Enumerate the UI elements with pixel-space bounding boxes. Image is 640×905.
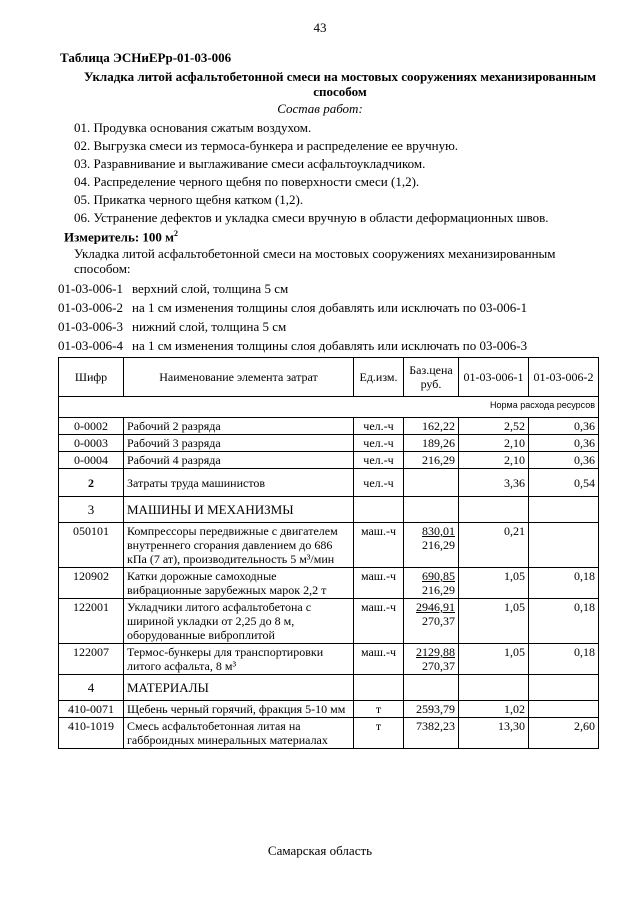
variant-row — [58, 319, 527, 338]
cell-unit: чел.-ч — [354, 435, 404, 452]
cell-v1: 0,21 — [459, 523, 529, 568]
variant-text: верхний слой, толщина 5 см — [132, 281, 289, 296]
cell-v2: 0,36 — [529, 435, 599, 452]
variant-row — [58, 338, 527, 357]
intro-text: Укладка литой асфальтобетонной смеси на мостовых сооружениях механизированным способом: — [74, 246, 556, 276]
cell-name: Рабочий 3 разряда — [124, 435, 354, 452]
price-current: 2129,88 — [416, 645, 455, 659]
cell-v1: 13,30 — [459, 718, 529, 749]
cell-code: 122007 — [59, 644, 124, 675]
empty-cell — [354, 675, 404, 701]
cell-code: 0-0004 — [59, 452, 124, 469]
cell-price — [404, 644, 459, 675]
cell-unit: чел.-ч — [354, 418, 404, 435]
composition-label: Состав работ: — [277, 101, 363, 116]
cell-name: Термос-бункеры для транспортировки литого асфальта, 8 м³ — [124, 644, 354, 675]
cell-name: Рабочий 4 разряда — [124, 452, 354, 469]
cell-price: 216,29 — [404, 452, 459, 469]
cell-v2: 0,18 — [529, 644, 599, 675]
cell-v2: 0,36 — [529, 452, 599, 469]
resources-table — [58, 357, 599, 749]
cell-unit: маш.-ч — [354, 523, 404, 568]
table-code: Таблица ЭСНиЕРр-01-03-006 — [60, 50, 232, 65]
measure-label: Измеритель: 100 м — [64, 229, 175, 245]
cell-code: 2 — [59, 469, 124, 497]
cell-unit: маш.-ч — [354, 599, 404, 644]
col-header-v2: 01-03-006-2 — [529, 358, 599, 397]
cell-name: Щебень черный горячий, фракция 5-10 мм — [124, 701, 354, 718]
table-row — [59, 599, 599, 644]
cell-price — [404, 523, 459, 568]
price-current: 830,01 — [422, 524, 455, 538]
cell-code: 410-1019 — [59, 718, 124, 749]
cell-code: 0-0002 — [59, 418, 124, 435]
cell-v2 — [529, 701, 599, 718]
empty-cell — [529, 675, 599, 701]
variant-row — [58, 300, 527, 319]
cell-name: Катки дорожные самоходные вибрационные зарубежных марок 2,2 т — [124, 568, 354, 599]
cell-v1: 1,02 — [459, 701, 529, 718]
cell-v2: 0,18 — [529, 599, 599, 644]
document-title: Укладка литой асфальтобетонной смеси на мостовых сооружениях механизированным способом — [83, 69, 597, 99]
table-row — [59, 469, 599, 497]
cell-v1: 1,05 — [459, 568, 529, 599]
cell-price — [404, 599, 459, 644]
variant-code: 01-03-006-4 — [58, 338, 123, 353]
cell-price: 162,22 — [404, 418, 459, 435]
section-title: МАТЕРИАЛЫ — [124, 675, 354, 701]
table-row — [59, 418, 599, 435]
section-row-materials — [59, 675, 599, 701]
price-current: 2946,91 — [416, 600, 455, 614]
table-row — [59, 452, 599, 469]
cell-name: Укладчики литого асфальтобетона с шириной укладки от 2,25 до 8 м, оборудованные виброплитой — [124, 599, 354, 644]
table-row — [59, 568, 599, 599]
works-list — [74, 119, 549, 227]
cell-v2: 0,18 — [529, 568, 599, 599]
col-header-v1: 01-03-006-1 — [459, 358, 529, 397]
cell-price: 189,26 — [404, 435, 459, 452]
cell-name: Рабочий 2 разряда — [124, 418, 354, 435]
variant-text: на 1 см изменения толщины слоя добавлять или исключать по 03-006-3 — [132, 338, 528, 353]
cell-name: Компрессоры передвижные с двигателем внутреннего сгорания давлением до 686 кПа (7 ат), производительность 5 м³/мин — [124, 523, 354, 568]
empty-cell — [459, 497, 529, 523]
cell-code: 122001 — [59, 599, 124, 644]
cell-price: 7382,23 — [404, 718, 459, 749]
cell-unit: маш.-ч — [354, 644, 404, 675]
empty-cell — [529, 497, 599, 523]
cell-price — [404, 568, 459, 599]
cell-name: Затраты труда машинистов — [124, 469, 354, 497]
col-header-name: Наименование элемента затрат — [124, 358, 354, 397]
cell-code: 050101 — [59, 523, 124, 568]
section-code: 3 — [59, 497, 124, 523]
cell-v1: 1,05 — [459, 599, 529, 644]
cell-unit: чел.-ч — [354, 452, 404, 469]
variant-code: 01-03-006-1 — [58, 281, 123, 296]
section-row-machines — [59, 497, 599, 523]
price-current: 690,85 — [422, 569, 455, 583]
price-base: 270,37 — [422, 659, 455, 673]
cell-v1: 2,10 — [459, 435, 529, 452]
measure-unit — [64, 229, 178, 245]
empty-cell — [354, 497, 404, 523]
empty-cell — [404, 675, 459, 701]
work-item: 01. Продувка основания сжатым воздухом. — [74, 120, 312, 135]
cell-v2 — [529, 523, 599, 568]
section-code: 4 — [59, 675, 124, 701]
cell-code: 0-0003 — [59, 435, 124, 452]
work-item: 02. Выгрузка смеси из термоса-бункера и распределение ее вручную. — [74, 138, 459, 153]
cell-price — [404, 469, 459, 497]
cell-price: 2593,79 — [404, 701, 459, 718]
page-footer: Самарская область — [267, 843, 373, 858]
variant-text: на 1 см изменения толщины слоя добавлять или исключать по 03-006-1 — [132, 300, 528, 315]
empty-cell — [459, 675, 529, 701]
table-header-row — [59, 358, 599, 397]
cell-code: 120902 — [59, 568, 124, 599]
cell-v1: 2,52 — [459, 418, 529, 435]
variant-code: 01-03-006-3 — [58, 319, 123, 334]
work-item: 05. Прикатка черного щебня катком (1,2). — [74, 192, 304, 207]
section-title: МАШИНЫ И МЕХАНИЗМЫ — [124, 497, 354, 523]
cell-unit: маш.-ч — [354, 568, 404, 599]
cell-v1: 3,36 — [459, 469, 529, 497]
cell-v1: 2,10 — [459, 452, 529, 469]
cell-v2: 0,36 — [529, 418, 599, 435]
col-header-code: Шифр — [59, 358, 124, 397]
table-row — [59, 701, 599, 718]
variant-code: 01-03-006-2 — [58, 300, 123, 315]
cell-name: Смесь асфальтобетонная литая на габброидных минеральных материалах — [124, 718, 354, 749]
cell-v2: 0,54 — [529, 469, 599, 497]
page-number: 43 — [313, 20, 327, 35]
work-item: 06. Устранение дефектов и укладка смеси вручную в области деформационных швов. — [74, 210, 549, 225]
variant-row — [58, 281, 527, 300]
measure-sup: 2 — [174, 229, 179, 238]
cell-v2: 2,60 — [529, 718, 599, 749]
price-base: 216,29 — [422, 583, 455, 597]
empty-cell — [404, 497, 459, 523]
col-header-unit: Ед.изм. — [354, 358, 404, 397]
col-header-price: Баз.цена руб. — [404, 358, 459, 397]
table-row — [59, 435, 599, 452]
cell-v1: 1,05 — [459, 644, 529, 675]
cell-unit: т — [354, 701, 404, 718]
norm-label: Норма расхода ресурсов — [59, 397, 599, 418]
work-item: 04. Распределение черного щебня по поверхности смеси (1,2). — [74, 174, 420, 189]
cell-unit: чел.-ч — [354, 469, 404, 497]
cell-code: 410-0071 — [59, 701, 124, 718]
norm-label-row — [59, 397, 599, 418]
variants-list — [58, 281, 527, 357]
table-row — [59, 523, 599, 568]
variant-text: нижний слой, толщина 5 см — [132, 319, 287, 334]
price-base: 270,37 — [422, 614, 455, 628]
cell-unit: т — [354, 718, 404, 749]
price-base: 216,29 — [422, 538, 455, 552]
table-row — [59, 718, 599, 749]
table-row — [59, 644, 599, 675]
work-item: 03. Разравнивание и выглаживание смеси асфальтоукладчиком. — [74, 156, 426, 171]
